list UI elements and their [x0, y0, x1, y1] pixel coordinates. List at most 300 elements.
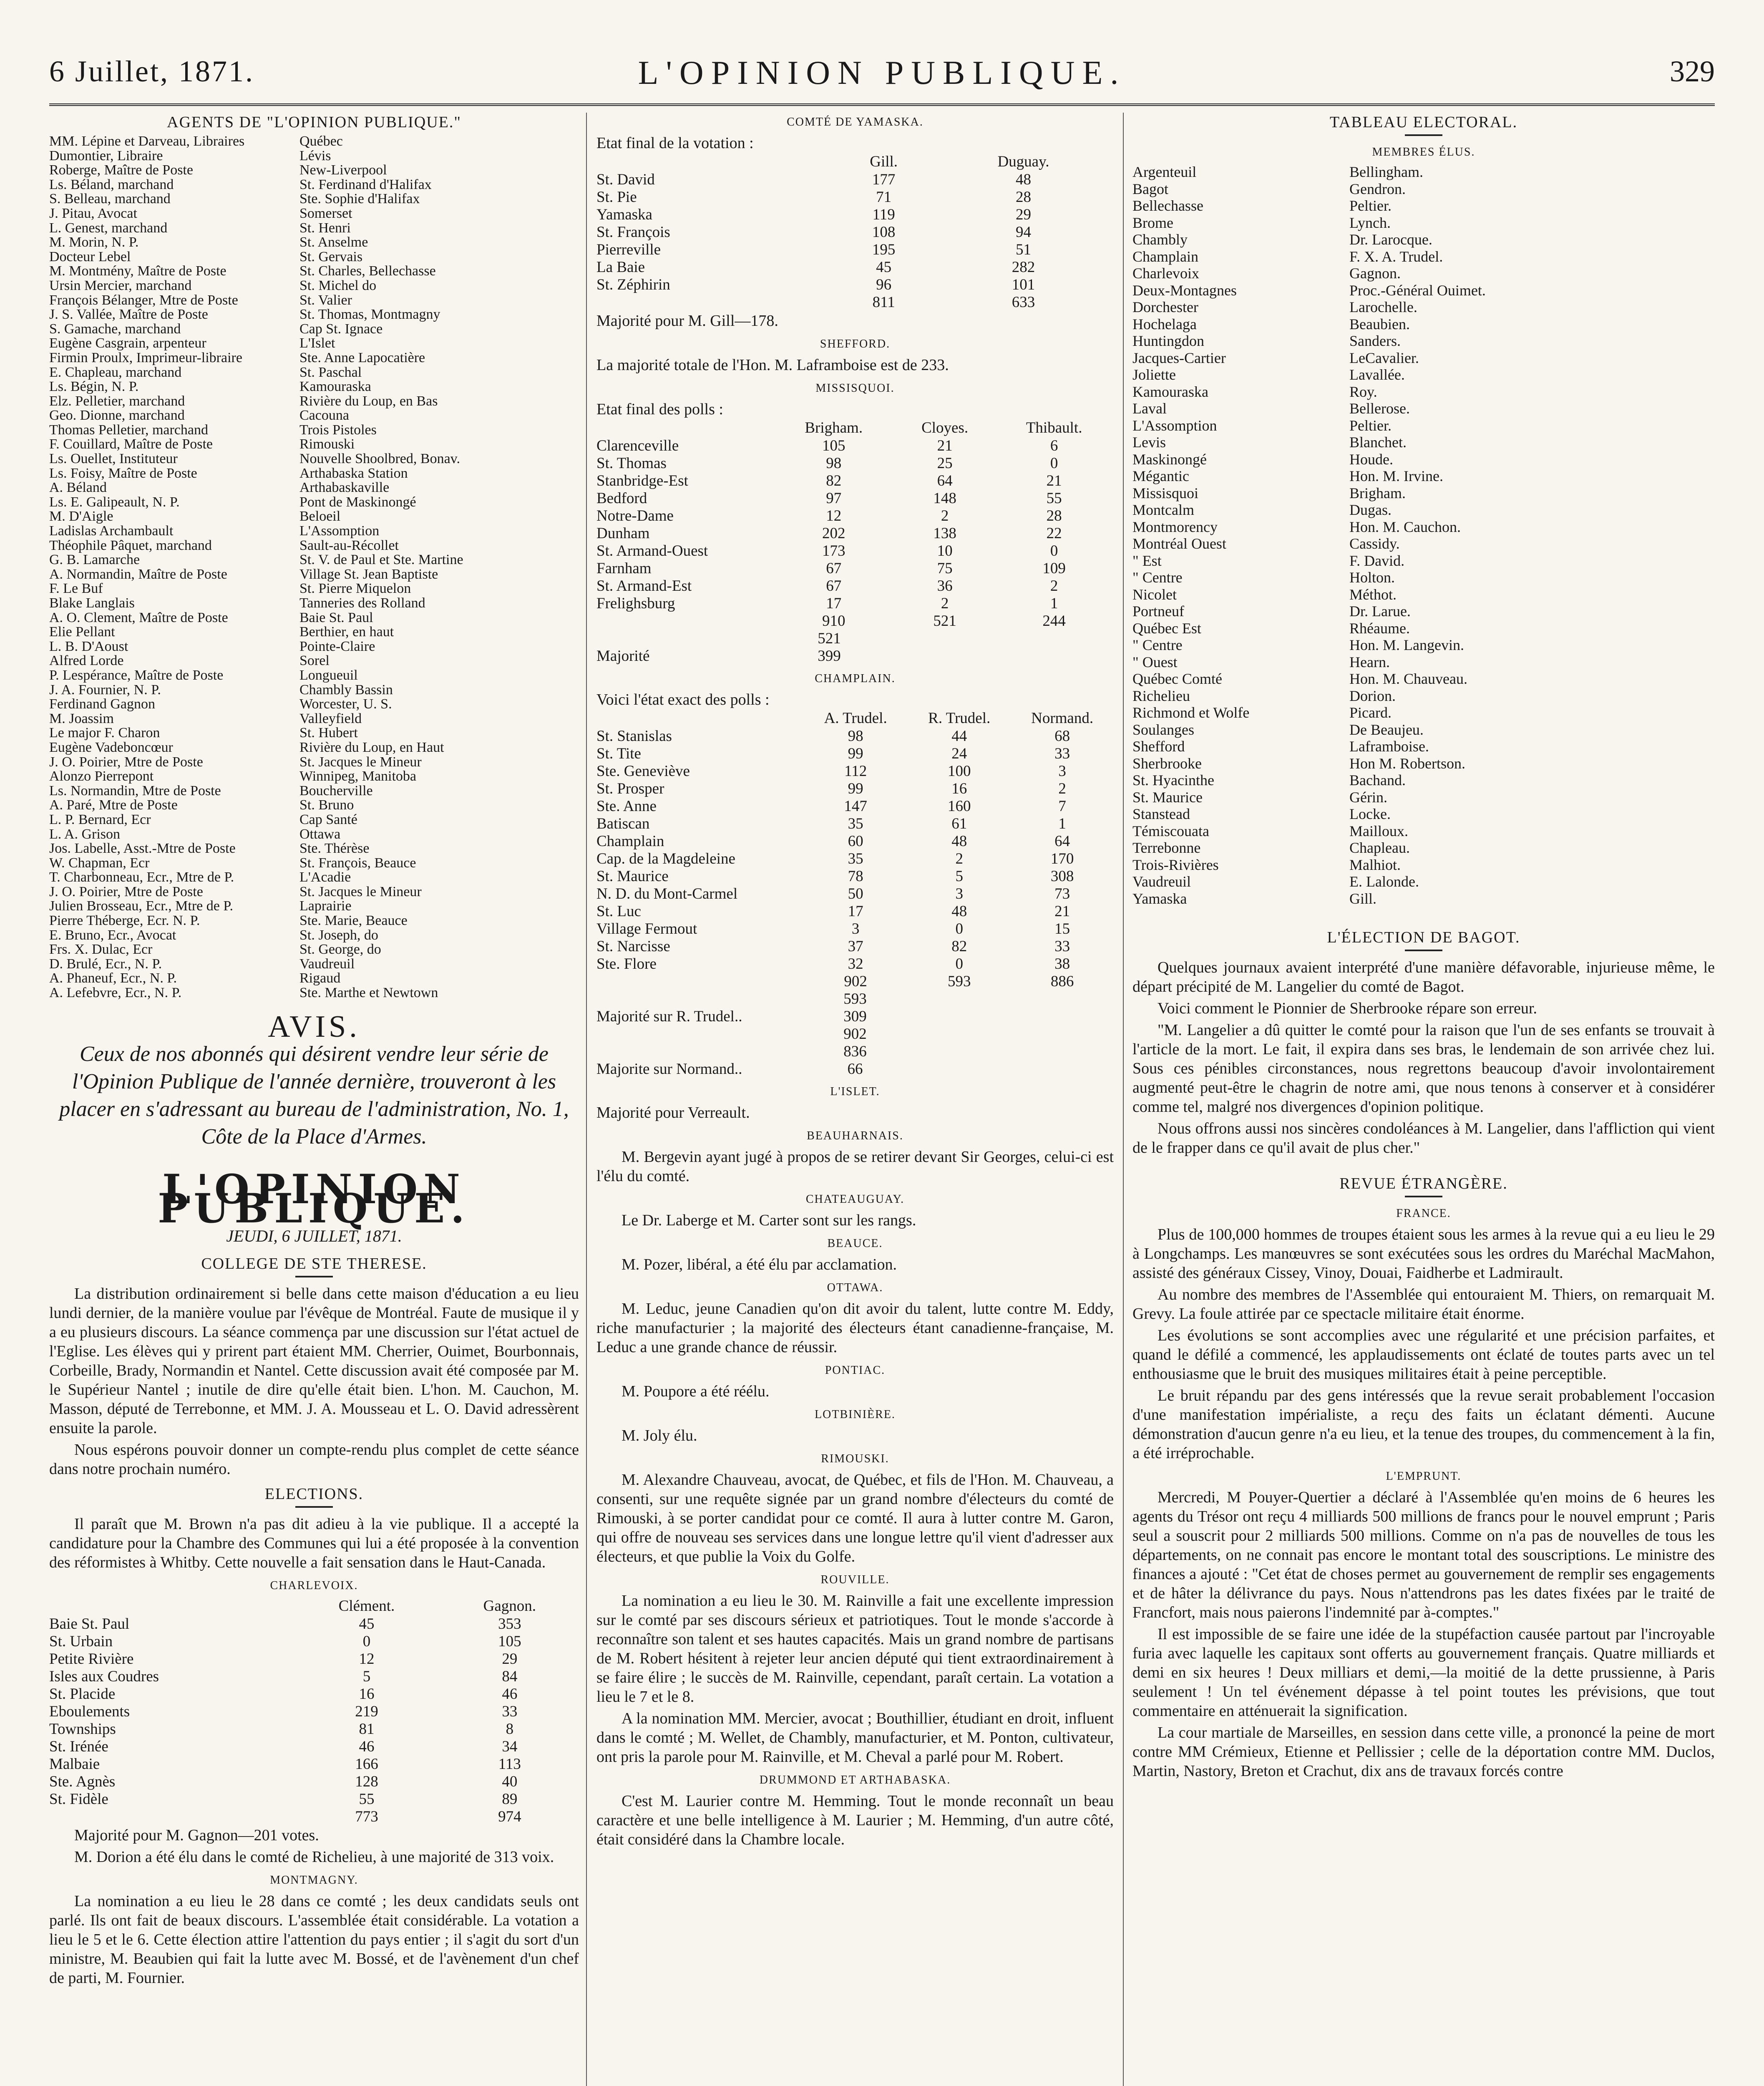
tableau-title: TABLEAU ELECTORAL. [1329, 113, 1518, 131]
table-row [596, 241, 1114, 259]
member-name: Blanchet. [1349, 434, 1407, 451]
table-row [596, 903, 1114, 920]
agent-place: Longueuil [299, 668, 358, 683]
member-name: Hearn. [1349, 653, 1390, 670]
vote-count: 96 [876, 276, 892, 293]
vote-count: 10 [937, 542, 953, 559]
agent-name: S. Belleau, marchand [49, 192, 171, 207]
agent-name: F. Couillard, Maître de Poste [49, 437, 213, 452]
member-name: Cassidy. [1349, 535, 1400, 552]
vote-count: 33 [1054, 938, 1070, 955]
table-row [596, 560, 1114, 577]
agent-place: Arthabaskaville [299, 481, 390, 495]
agent-name: D. Brulé, Ecr., N. P. [49, 957, 162, 972]
member-name: Chapleau. [1349, 839, 1410, 856]
county-name: Maskinongé [1132, 451, 1207, 468]
agent-name: A. Normandin, Maître de Poste [49, 567, 227, 582]
member-name: Dugas. [1349, 501, 1392, 518]
agent-row [49, 971, 579, 986]
revue-title: REVUE ÉTRANGÈRE. [1339, 1175, 1508, 1192]
member-name: Dr. Larocque. [1349, 231, 1432, 248]
table-row [596, 780, 1114, 798]
agent-row [49, 582, 579, 596]
majority-label: Majorité [596, 647, 650, 665]
member-name: Brigham. [1349, 484, 1406, 501]
agent-name: Ls. Ouellet, Instituteur [49, 452, 178, 466]
table-row [49, 1738, 579, 1756]
agent-name: François Bélanger, Mtre de Poste [49, 293, 238, 308]
majority-value: 66 [847, 1061, 863, 1078]
parish-name: Batiscan [596, 815, 650, 832]
agent-name: F. Le Buf [49, 582, 103, 596]
rouville-label: ROUVILLE. [820, 1573, 890, 1586]
table-row [596, 850, 1114, 868]
county-name: Mégantic [1132, 468, 1189, 484]
montmagny-label: MONTMAGNY. [270, 1873, 358, 1887]
missisquoi-table [596, 419, 1114, 630]
vote-count: 64 [937, 472, 953, 489]
member-name: Rhéaume. [1349, 620, 1410, 637]
agent-row [49, 524, 579, 539]
bagot-paragraph: Voici comment le Pionnier de Sherbrooke répare son erreur. [1158, 1000, 1537, 1017]
bagot-paragraph: "M. Langelier a dû quitter le comté pour la raison que l'un de ses enfants se trouvait à l'article de la mort. Le fait, il expira dans ses bras, le lendemain de son arrivée chez lui. Sous ces pénibles circonstances, nous regrettons beaucoup d'avoir involontairement augmenté peut-être le chagrin de notre ami, que nous tenons à conserver et à considérer comme tel, malgré nos divergences d'opinion politique. [1132, 1021, 1715, 1116]
agent-row [49, 625, 579, 640]
table-row [49, 1773, 579, 1791]
parish-name: St. Armand-Est [596, 577, 692, 595]
table-row [596, 595, 1114, 612]
county-name: Charlevoix [1132, 265, 1199, 282]
county-name: Montréal Ouest [1132, 535, 1226, 552]
table-row [49, 1756, 579, 1773]
county-name: Deux-Montagnes [1132, 282, 1237, 299]
vote-count: 2 [1050, 577, 1058, 595]
agent-row [49, 784, 579, 799]
county-name: Montmorency [1132, 518, 1218, 535]
agent-place: Ste. Marthe et Newtown [299, 986, 438, 1000]
parish-name: Ste. Agnès [49, 1773, 116, 1790]
vote-count: 33 [1054, 745, 1070, 762]
vote-count: 29 [1015, 206, 1031, 223]
chateauguay-label: CHATEAUGUAY. [805, 1193, 905, 1206]
county-name: Joliette [1132, 366, 1176, 383]
agent-name: L. P. Bernard, Ecr [49, 812, 151, 827]
column-header: Gill. [870, 153, 898, 170]
agent-row [49, 841, 579, 856]
drummond-label: DRUMMOND ET ARTHABASKA. [759, 1774, 951, 1786]
agent-place: Rigaud [299, 971, 341, 986]
vote-count: 282 [1012, 259, 1035, 276]
divider [1405, 134, 1442, 136]
vote-count: 99 [848, 780, 863, 797]
agent-row [49, 928, 579, 943]
missisquoi-sub: 521 [818, 630, 841, 647]
parish-name: St. David [596, 171, 655, 188]
member-name: Sanders. [1349, 333, 1401, 349]
agent-row [49, 668, 579, 683]
divider [1405, 950, 1442, 951]
agent-place: St. Henri [299, 221, 351, 236]
table-row [596, 938, 1114, 955]
agent-place: Nouvelle Shoolbred, Bonav. [299, 452, 460, 466]
totals-row [49, 1808, 579, 1826]
drummond-text: C'est M. Laurier contre M. Hemming. Tout le monde reconnaît un beau caractère et une belle intelligence à M. Laurier ; M. Hemming, d'un autre côté, était considéré dans la Chambre locale. [596, 1792, 1114, 1848]
agent-row [49, 914, 579, 928]
table-row [49, 1703, 579, 1721]
vote-count: 109 [1042, 560, 1066, 577]
vote-count: 353 [498, 1615, 521, 1633]
agent-row [49, 235, 579, 250]
agent-name: Ferdinand Gagnon [49, 697, 156, 712]
elected-row [1132, 772, 1715, 789]
column-header [596, 153, 834, 171]
agent-row [49, 870, 579, 885]
agent-name: J. O. Poirier, Mtre de Poste [49, 884, 203, 899]
vote-count: 0 [1050, 455, 1058, 472]
agent-place: Ste. Sophie d'Halifax [299, 192, 420, 207]
yamaska-table [596, 153, 1114, 311]
agent-row [49, 567, 579, 582]
vote-count: 25 [937, 455, 953, 472]
column-header: Normand. [1031, 710, 1094, 727]
table-row [49, 1791, 579, 1808]
champlain-sub2b: 836 [843, 1043, 867, 1060]
vote-count: 2 [941, 507, 949, 524]
parish-name: St. Stanislas [596, 728, 672, 745]
elected-row [1132, 823, 1715, 840]
elected-row [1132, 654, 1715, 671]
vote-total: 886 [1050, 973, 1074, 990]
agent-name: Blake Langlais [49, 596, 135, 611]
vote-count: 34 [502, 1738, 518, 1755]
agent-name: Pierre Théberge, Ecr. N. P. [49, 914, 200, 928]
champlain-label: CHAMPLAIN. [815, 672, 896, 685]
county-name: Portneuf [1132, 603, 1184, 620]
table-row [596, 955, 1114, 973]
vote-count: 45 [359, 1615, 375, 1633]
pontiac-label: PONTIAC. [825, 1364, 886, 1377]
parish-name: St. Placide [49, 1685, 116, 1703]
member-name: Holton. [1349, 569, 1395, 586]
header-rule [49, 103, 1715, 106]
agent-name: Thomas Pelletier, marchand [49, 423, 209, 438]
vote-count: 17 [848, 903, 863, 920]
county-name: " Centre [1132, 637, 1183, 653]
champlain-sub2a: 902 [843, 1025, 867, 1043]
parish-name: La Baie [596, 259, 645, 276]
member-name: Gendron. [1349, 180, 1406, 197]
parish-name: Yamaska [596, 206, 652, 223]
vote-count: 8 [506, 1720, 514, 1738]
lotbiniere-label: LOTBINIÈRE. [815, 1408, 896, 1421]
vote-total: 593 [947, 973, 971, 990]
county-name: Sherbrooke [1132, 755, 1202, 772]
vote-total: 902 [844, 973, 867, 990]
vote-count: 5 [955, 868, 963, 885]
county-name: Yamaska [1132, 890, 1187, 907]
agent-place: Québec [299, 134, 343, 149]
agent-place: L'Assomption [299, 524, 380, 539]
elected-row [1132, 417, 1715, 434]
parish-name: St. Maurice [596, 868, 669, 885]
agent-place: St. Ferdinand d'Halifax [299, 177, 432, 192]
member-name: Beaubien. [1349, 315, 1410, 333]
elected-row [1132, 265, 1715, 282]
member-name: F. X. A. Trudel. [1349, 248, 1443, 265]
agent-place: St. Paschal [299, 365, 362, 380]
member-name: Roy. [1349, 383, 1377, 400]
agent-name: W. Chapman, Ecr [49, 856, 150, 871]
county-name: " Ouest [1132, 653, 1178, 670]
vote-count: 105 [822, 437, 846, 454]
elected-row [1132, 586, 1715, 603]
county-name: Terrebonne [1132, 839, 1201, 856]
agent-row [49, 957, 579, 972]
tableau-subtitle: MEMBRES ÉLUS. [1372, 146, 1475, 159]
vote-count: 219 [355, 1703, 378, 1720]
parish-name: St. Narcisse [596, 938, 670, 955]
elected-row [1132, 839, 1715, 857]
county-name: Nicolet [1132, 586, 1177, 603]
agent-name: A. Paré, Mtre de Poste [49, 798, 178, 813]
agent-row [49, 697, 579, 712]
agent-row [49, 163, 579, 178]
table-row [49, 1685, 579, 1703]
agent-place: Berthier, en haut [299, 625, 394, 640]
vote-count: 12 [826, 507, 842, 524]
vote-count: 160 [947, 798, 971, 815]
agent-row [49, 611, 579, 625]
vote-count: 33 [502, 1703, 518, 1720]
agent-name: A. O. Clement, Maître de Poste [49, 610, 228, 625]
county-name: Québec Est [1132, 620, 1201, 637]
elected-row [1132, 806, 1715, 823]
member-name: Lavallée. [1349, 366, 1405, 383]
vote-count: 308 [1050, 868, 1074, 885]
county-name: Champlain [1132, 248, 1198, 265]
county-name: Levis [1132, 434, 1166, 451]
vote-total: 633 [1012, 294, 1035, 311]
vote-count: 3 [1058, 763, 1066, 780]
vote-count: 2 [941, 595, 949, 612]
agent-place: Cap Santé [299, 812, 357, 827]
divider [1405, 1196, 1442, 1197]
charlevoix-table [49, 1597, 579, 1826]
county-name: Richelieu [1132, 687, 1190, 704]
page-header [49, 54, 1715, 104]
parish-name: St. Armand-Ouest [596, 542, 708, 559]
vote-count: 0 [1050, 542, 1058, 559]
agent-place: St. Jacques le Mineur [299, 755, 422, 770]
vote-count: 202 [822, 525, 846, 542]
member-name: Dorion. [1349, 687, 1396, 704]
agent-place: Sault-au-Récollet [299, 538, 399, 553]
member-name: Mailloux. [1349, 822, 1408, 839]
ottawa-label: OTTAWA. [827, 1281, 883, 1294]
parish-name: Ste. Anne [596, 798, 657, 815]
agent-place: St. Joseph, do [299, 928, 378, 943]
member-name: Peltier. [1349, 417, 1392, 434]
agent-row [49, 250, 579, 265]
county-name: Bagot [1132, 180, 1168, 197]
county-name: L'Assomption [1132, 417, 1217, 434]
agent-place: L'Islet [299, 336, 335, 351]
county-name: " Centre [1132, 569, 1183, 586]
agent-place: Kamouraska [299, 380, 371, 394]
agent-place: Somerset [299, 206, 352, 221]
charlevoix-majority: Majorité pour M. Gagnon—201 votes. [74, 1826, 319, 1844]
column-header: Brigham. [805, 419, 863, 436]
member-name: Peltier. [1349, 197, 1392, 214]
agent-place: Sorel [299, 654, 330, 668]
county-name: Argenteuil [1132, 164, 1197, 180]
vote-count: 64 [1054, 833, 1070, 850]
agent-name: Elz. Pelletier, marchand [49, 394, 185, 409]
totals-row [596, 294, 1114, 311]
parish-name: St. Zéphirin [596, 276, 670, 293]
agents-list [49, 134, 579, 1000]
elected-row [1132, 603, 1715, 620]
member-name: Proc.-Général Ouimet. [1349, 282, 1486, 299]
county-name: Jacques-Cartier [1132, 349, 1226, 366]
vote-count: 0 [955, 955, 963, 972]
agent-row [49, 336, 579, 351]
vote-count: 108 [872, 224, 896, 241]
elected-row [1132, 755, 1715, 772]
table-row [596, 507, 1114, 525]
elected-row [1132, 400, 1715, 417]
agent-place: Winnipeg, Manitoba [299, 769, 417, 784]
column-header [596, 419, 773, 437]
county-name: Stanstead [1132, 806, 1190, 822]
header-title: L'OPINION PUBLIQUE. [638, 55, 1126, 91]
column-header: Cloyes. [921, 419, 969, 436]
table-row [596, 455, 1114, 472]
agent-place: Ottawa [299, 827, 341, 842]
agent-place: Valleyfield [299, 711, 362, 726]
elected-row [1132, 248, 1715, 265]
agent-place: St. Pierre Miquelon [299, 582, 411, 596]
agent-place: Pont de Maskinongé [299, 495, 416, 510]
agent-row [49, 481, 579, 495]
agent-row [49, 712, 579, 726]
agent-place: Arthabaska Station [299, 466, 408, 481]
vote-count: 32 [848, 955, 863, 972]
parish-name: Clarenceville [596, 437, 679, 454]
county-name: St. Maurice [1132, 789, 1203, 806]
table-row [49, 1721, 579, 1738]
vote-count: 81 [359, 1720, 375, 1738]
agent-name: G. B. Lamarche [49, 553, 140, 567]
elected-members-list [1132, 164, 1715, 907]
majority-value: 399 [818, 647, 841, 665]
page-number: 329 [1670, 55, 1715, 88]
table-row [596, 490, 1114, 507]
agent-row [49, 264, 579, 279]
revue-paragraph: Il est impossible de se faire une idée de la stupéfaction causée partout par l'incroyable furia avec laquelle les capitaux sont offerts au gouvernement français. Quatre milliards et demi en six heures ! Deux milliars et demi,—la moitié de la dette prussienne, à Paris seulement ! Un tel événement dépasse à tel point toutes les prévisions, que tout commentaire en atténuerait la signification. [1132, 1625, 1715, 1720]
elected-row [1132, 519, 1715, 536]
vote-total: 910 [822, 612, 846, 630]
table-row [596, 815, 1114, 833]
county-name: Shefford [1132, 738, 1185, 755]
majority-label: Majorité sur R. Trudel.. [596, 1008, 742, 1025]
table-header-row [596, 153, 1114, 171]
member-name: Laframboise. [1349, 738, 1429, 755]
avis-text: Ceux de nos abonnés qui désirent vendre leur série de l'Opinion Publique de l'année dernière, trouveront à les placer en s'adressant au bureau de l'administration, No. 1, Côte de la Place d'Armes. [59, 1042, 569, 1149]
parish-name: Village Fermout [596, 920, 697, 937]
elected-row [1132, 535, 1715, 552]
vote-count: 35 [848, 815, 863, 832]
member-name: F. David. [1349, 552, 1405, 569]
parish-name: Townships [49, 1720, 116, 1738]
table-row [49, 1633, 579, 1650]
parish-name: Eboulements [49, 1703, 130, 1720]
vote-count: 68 [1054, 728, 1070, 745]
elected-row [1132, 316, 1715, 333]
elected-row [1132, 383, 1715, 401]
table-row [596, 798, 1114, 815]
agent-name: P. Lespérance, Maître de Poste [49, 668, 224, 683]
agent-place: Ste. Marie, Beauce [299, 914, 408, 928]
agent-place: Tanneries des Rolland [299, 596, 425, 611]
agent-place: St. Hubert [299, 726, 358, 741]
vote-count: 67 [826, 577, 842, 595]
chateauguay-text: Le Dr. Laberge et M. Carter sont sur les rangs. [622, 1212, 916, 1229]
beauce-label: BEAUCE. [827, 1237, 883, 1250]
parish-name: Champlain [596, 833, 664, 850]
column-1 [49, 113, 579, 2086]
agent-row [49, 178, 579, 192]
agent-place: Rimouski [299, 437, 355, 452]
elected-row [1132, 434, 1715, 451]
pontiac-text: M. Poupore a été réélu. [622, 1383, 770, 1400]
vote-count: 2 [955, 850, 963, 867]
vote-count: 48 [1015, 171, 1031, 188]
agent-row [49, 149, 579, 164]
montmagny-paragraph: La nomination a eu lieu le 28 dans ce comté ; les deux candidats seuls ont parlé. Ils ont fait de beaux discours. L'assemblée était considérable. La votation a lieu le 5 et le 6. Cette élection attire l'attention du pays entier ; il s'agit du sort d'un ministre, M. Beaubien qui fait la lutte avec M. Bossé, et de l'avènement d'un chef de parti, M. Fournier. [49, 1892, 579, 1987]
college-paragraph: La distribution ordinairement si belle dans cette maison d'éducation a eu lieu lundi dernier, de la manière voulue par l'évêque de Montréal. Faute de musique il y a eu plusieurs discours. La séance commença par une discussion sur l'état actuel de l'Eglise. Les élèves qui y prirent part étaient MM. Cherrier, Ouimet, Bourbonnais, Corbeille, Brady, Normandin et Nantel. Cette discussion avait été composée par M. le Supérieur Nantel ; inutile de dire qu'elle était bien. L'hon. M. Cauchon, M. Masson, député de Terrebonne, et MM. J. A. Mousseau et L. O. David adressèrent ensuite la parole. [49, 1285, 579, 1437]
vote-count: 5 [362, 1668, 371, 1685]
table-row [49, 1668, 579, 1685]
vote-count: 44 [951, 728, 967, 745]
member-name: Bellerose. [1349, 400, 1410, 417]
elected-row [1132, 231, 1715, 248]
parish-name: Bedford [596, 490, 647, 507]
agent-row [49, 942, 579, 957]
beauharnais-label: BEAUHARNAIS. [807, 1129, 903, 1142]
missisquoi-label: MISSISQUOI. [815, 382, 895, 395]
agent-name: L. B. D'Aoust [49, 639, 128, 654]
champlain-majorities [596, 990, 1114, 1078]
agent-row [49, 279, 579, 293]
agent-row [49, 452, 579, 466]
agent-name: Dumontier, Libraire [49, 149, 163, 164]
table-row [596, 525, 1114, 542]
shefford-text: La majorité totale de l'Hon. M. Laframboise est de 233. [596, 356, 949, 374]
richelieu-paragraph: M. Dorion a été élu dans le comté de Richelieu, à une majorité de 313 voix. [74, 1848, 554, 1866]
county-name: Huntingdon [1132, 333, 1205, 349]
agent-name: Théophile Pâquet, marchand [49, 538, 212, 553]
agent-place: Rivière du Loup, en Bas [299, 394, 438, 409]
vote-count: 0 [955, 920, 963, 937]
agent-name: A. Lefebvre, Ecr., N. P. [49, 986, 182, 1000]
vote-count: 46 [359, 1738, 375, 1755]
vote-count: 50 [848, 885, 863, 902]
agent-place: Chambly Bassin [299, 683, 393, 698]
elected-row [1132, 789, 1715, 806]
agent-place: St. Charles, Bellechasse [299, 264, 436, 279]
agent-row [49, 885, 579, 899]
county-name: Laval [1132, 400, 1167, 417]
